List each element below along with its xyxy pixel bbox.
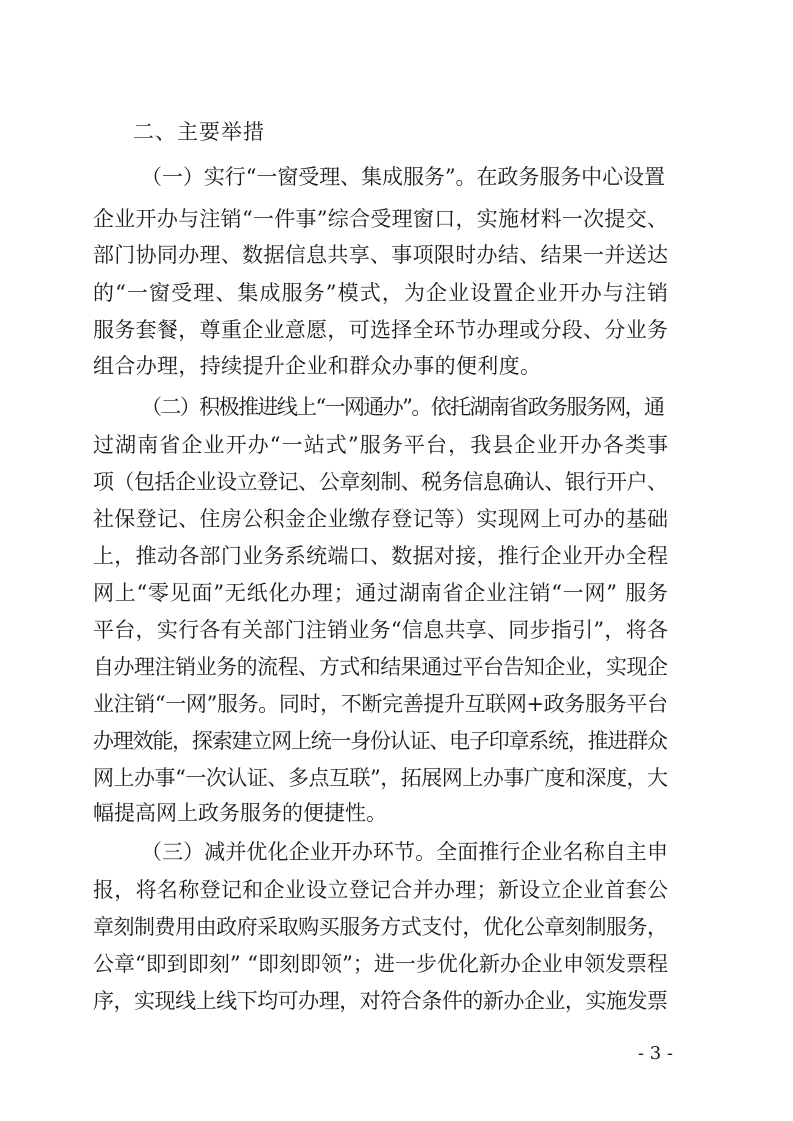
- paragraph-line: 自办理注销业务的流程、方式和结果通过平台告知企业，实现企: [93, 655, 668, 679]
- paragraph-line: 章刻制费用由政府采取购买服务方式支付，优化公章刻制服务，: [93, 915, 668, 939]
- paragraph-line: 序，实现线上线下均可办理，对符合条件的新办企业，实施发票: [93, 989, 668, 1013]
- paragraph-line: 社保登记、住房公积金企业缴存登记等）实现网上可办的基础: [93, 507, 669, 531]
- paragraph-line: 组合办理，持续提升企业和群众办事的便利度。: [93, 354, 542, 378]
- paragraph-line: 网上“零见面”无纸化办理；通过湖南省企业注销“一网” 服务: [93, 581, 669, 605]
- paragraph-line: 网上办事“一次认证、多点互联”，拓展网上办事广度和深度，大: [93, 766, 668, 790]
- page-number: - 3 -: [637, 1043, 673, 1064]
- paragraph-line: 过湖南省企业开办“一站式”服务平台，我县企业开办各类事: [93, 433, 670, 457]
- paragraph-line: 企业开办与注销“一件事”综合受理窗口，实施材料一次提交、: [93, 207, 669, 231]
- paragraph-line: （二）积极推进线上“一网通办”。依托湖南省政务服务网，通: [141, 395, 664, 419]
- paragraph-line: 的“一窗受理、集成服务”模式，为企业设置企业开办与注销: [93, 281, 670, 305]
- paragraph-line: 项（包括企业设立登记、公章刻制、税务信息确认、银行开户、: [93, 470, 668, 494]
- paragraph-line: 报，将名称登记和企业设立登记合并办理；新设立企业首套公: [93, 878, 669, 902]
- paragraph-line: 服务套餐，尊重企业意愿，可选择全环节办理或分段、分业务: [93, 318, 669, 342]
- section-heading: 二、主要举措: [133, 120, 265, 144]
- paragraph-line: 办理效能，探索建立网上统一身份认证、电子印章系统，推进群众: [93, 729, 667, 753]
- paragraph-line: 公章“即到即刻” “即刻即领”；进一步优化新办企业申领发票程: [93, 952, 669, 976]
- paragraph-line: 上，推动各部门业务系统端口、数据对接，推行企业开办全程: [93, 544, 669, 568]
- paragraph-line: 业注销“一网”服务。同时，不断完善提升互联网+政务服务平台: [93, 692, 668, 716]
- paragraph-line: 平台，实行各有关部门注销业务“信息共享、同步指引”，将各: [93, 618, 669, 642]
- paragraph-line: 部门协同办理、数据信息共享、事项限时办结、结果一并送达: [93, 243, 669, 267]
- paragraph-line: （三）减并优化企业开办环节。全面推行企业名称自主申: [141, 840, 669, 864]
- paragraph-line: （一）实行“一窗受理、集成服务”。在政务服务中心设置: [141, 165, 665, 189]
- paragraph-line: 幅提高网上政务服务的便捷性。: [93, 801, 387, 825]
